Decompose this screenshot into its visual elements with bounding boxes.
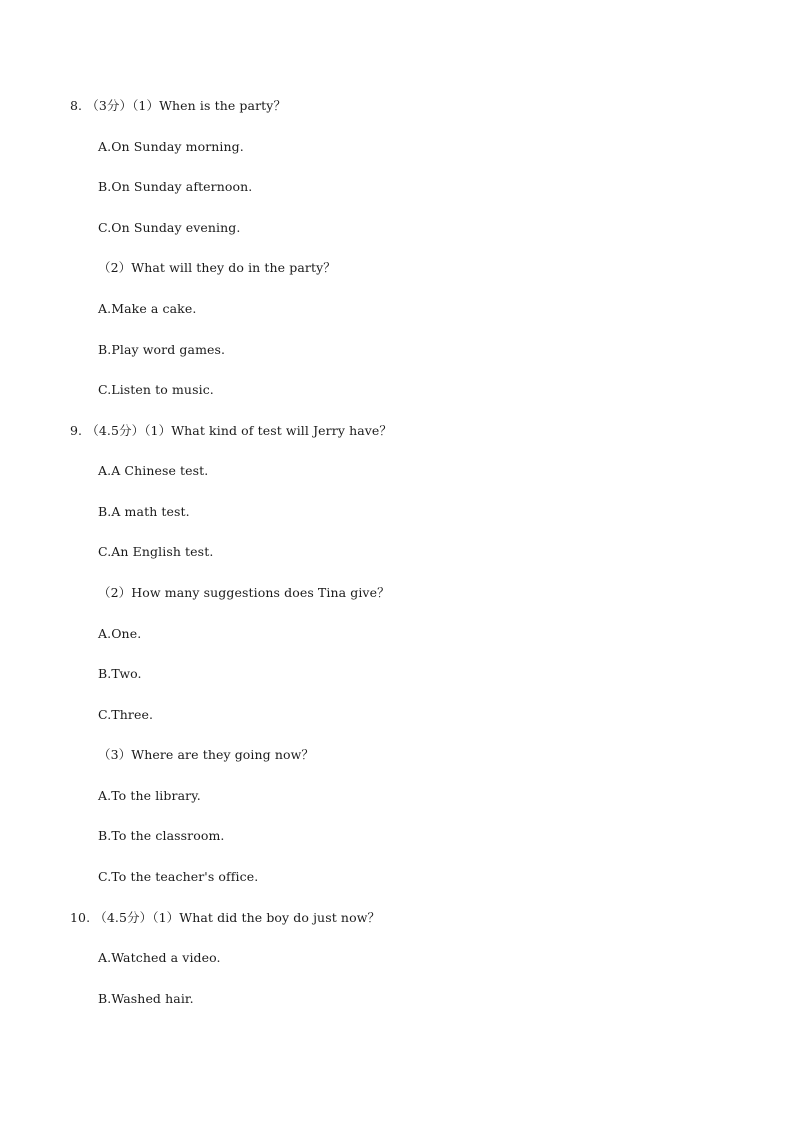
option-b: B.Play word games. [98, 342, 226, 357]
question-9-header [70, 423, 392, 439]
question-8-part-2-prompt: （2）What will they do in the party？ [98, 260, 336, 275]
option-a: A.Watched a video. [98, 950, 221, 965]
question-score: （3分） [86, 98, 133, 113]
question-prompt: （1）What did the boy do just now？ [152, 910, 381, 925]
question-number: 9. [70, 423, 83, 438]
question-score: （4.5分） [94, 910, 153, 925]
option-b: B.Washed hair. [98, 991, 194, 1006]
question-8-header [70, 98, 286, 114]
question-number: 8. [70, 98, 83, 113]
option-a: A.To the library. [98, 788, 201, 803]
option-b: B.Two. [98, 666, 142, 681]
option-c: C.On Sunday evening. [98, 220, 241, 235]
option-b: B.On Sunday afternoon. [98, 179, 253, 194]
question-9-part-3-prompt: （3）Where are they going now？ [98, 747, 315, 762]
option-b: B.A math test. [98, 504, 190, 519]
question-score: （4.5分） [86, 423, 145, 438]
option-c: C.Listen to music. [98, 382, 214, 397]
question-9-part-2-prompt: （2）How many suggestions does Tina give？ [98, 585, 390, 600]
question-prompt: （1）What kind of test will Jerry have？ [144, 423, 393, 438]
option-c: C.To the teacher's office. [98, 869, 259, 884]
option-a: A.Make a cake. [98, 301, 197, 316]
option-b: B.To the classroom. [98, 828, 225, 843]
question-10-header [70, 910, 380, 926]
option-c: C.Three. [98, 707, 154, 722]
option-a: A.On Sunday morning. [98, 139, 244, 154]
option-a: A.A Chinese test. [98, 463, 209, 478]
option-a: A.One. [98, 626, 142, 641]
question-number: 10. [70, 910, 91, 925]
question-prompt: （1）When is the party？ [132, 98, 287, 113]
option-c: C.An English test. [98, 544, 214, 559]
